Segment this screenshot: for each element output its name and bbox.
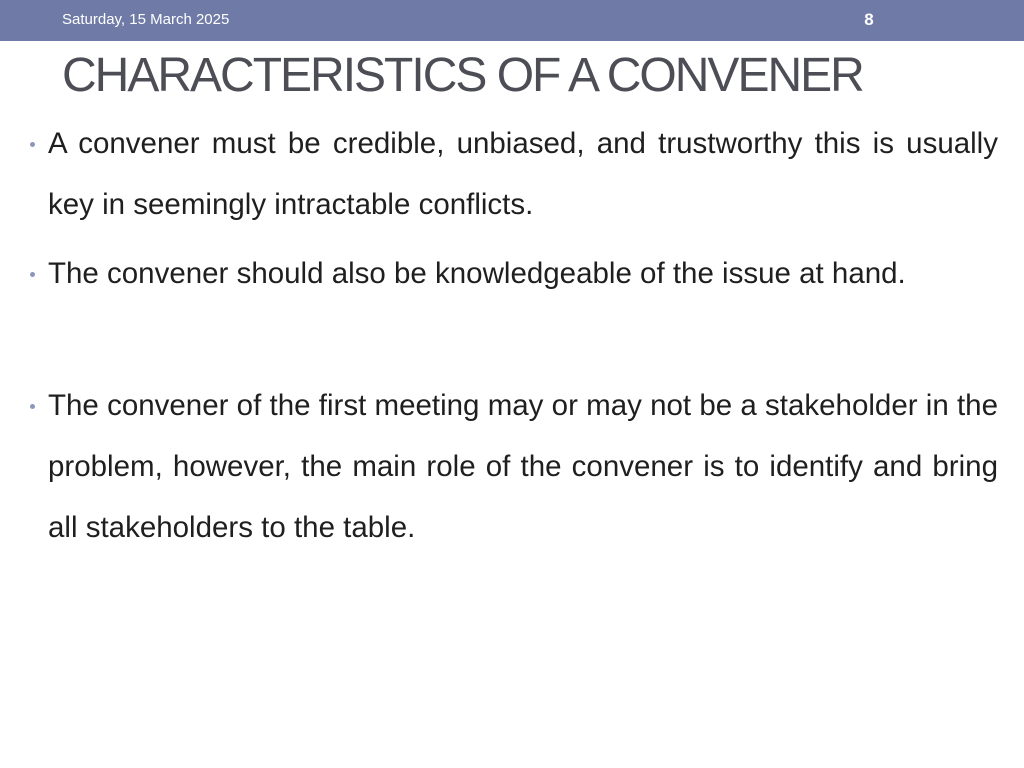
bullet-text: The convener should also be knowledgeable of the issue at hand. xyxy=(48,257,906,290)
slide-number: 8 xyxy=(864,10,874,29)
bullet-dot-icon xyxy=(30,404,35,409)
bullet-dot-icon xyxy=(30,272,35,277)
bullet-text: The convener of the first meeting may or may not be a stakeholder in the problem, however, the main role of the convener is to identify and bring all stakeholders to the table. xyxy=(48,389,998,544)
slide-title: CHARACTERISTICS OF A CONVENER xyxy=(62,49,863,102)
slide-date: Saturday, 15 March 2025 xyxy=(62,11,230,28)
bullet-text: A convener must be credible, unbiased, and trustworthy this is usually key in seemingly intractable conflicts. xyxy=(48,127,998,221)
bullet-dot-icon xyxy=(30,142,35,147)
header-bar xyxy=(0,0,1024,41)
